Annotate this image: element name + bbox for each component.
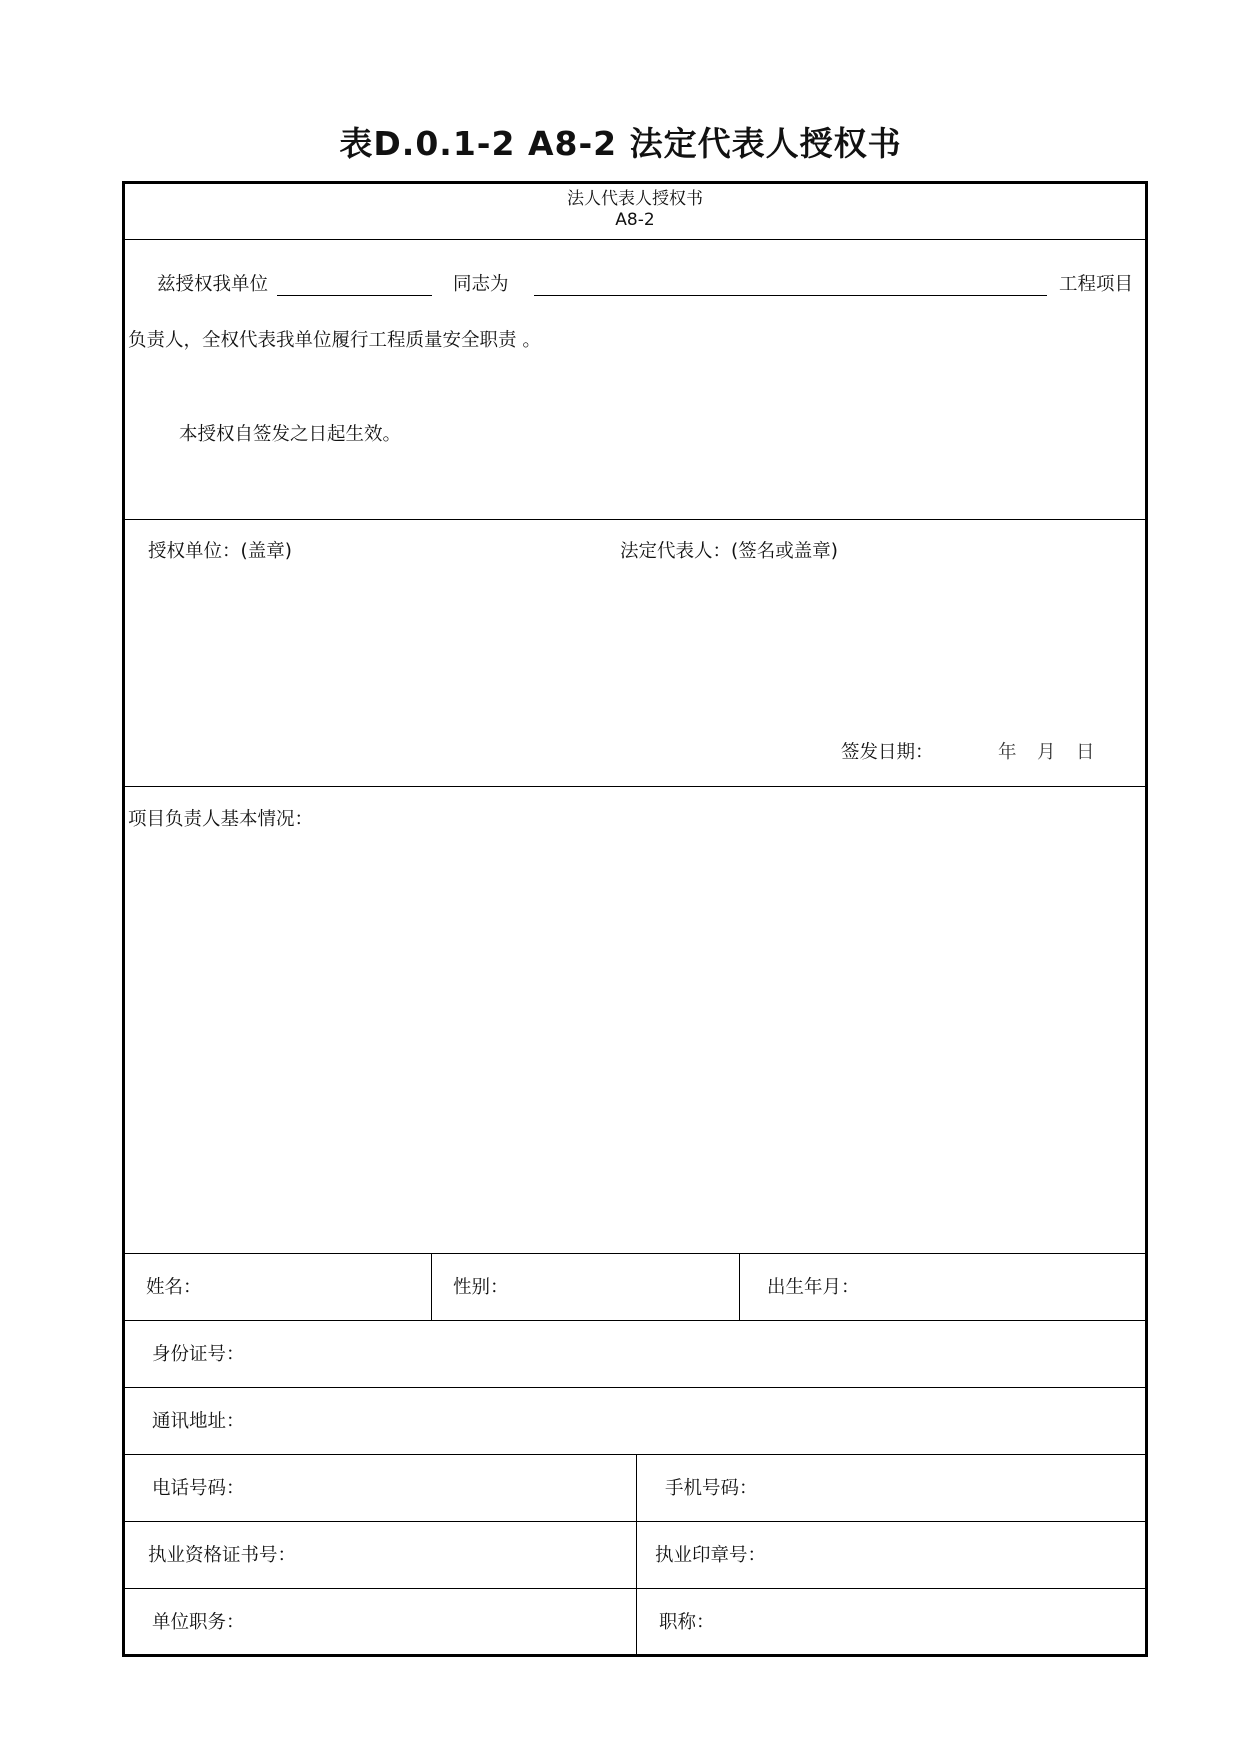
mobile-field[interactable]: 手机号码：: [665, 1478, 758, 1499]
document-title: 表D.0.1-2 A8-2 法定代表人授权书: [339, 124, 902, 163]
divider: [122, 239, 1148, 240]
date-day: 日: [1076, 742, 1095, 763]
birth-date-field[interactable]: 出生年月：: [767, 1277, 860, 1298]
form-header: [122, 189, 1148, 232]
authorization-form: [122, 181, 1148, 1657]
auth-suffix: 工程项目: [1059, 274, 1134, 295]
gender-field[interactable]: 性别：: [453, 1277, 509, 1298]
auth-prefix: 兹授权我单位: [157, 274, 269, 295]
divider: [122, 1253, 1148, 1254]
position-field[interactable]: 单位职务：: [152, 1612, 245, 1633]
address-field[interactable]: 通讯地址：: [152, 1411, 245, 1432]
divider: [122, 1454, 1148, 1455]
phone-field[interactable]: 电话号码：: [152, 1478, 245, 1499]
auth-responsibility: 负责人，全权代表我单位履行工程质量安全职责 。: [128, 330, 541, 351]
divider: [122, 786, 1148, 787]
form-header-title: 法人代表人授权书: [567, 189, 703, 209]
seal-number-field[interactable]: 执业印章号：: [655, 1545, 767, 1566]
authorizing-unit-label: 授权单位：(盖章): [148, 541, 292, 562]
auth-effective: 本授权自签发之日起生效。: [179, 424, 402, 445]
cell-divider: [739, 1253, 740, 1320]
auth-middle: 同志为: [453, 274, 509, 295]
person-blank[interactable]: [534, 295, 1047, 296]
cert-number-field[interactable]: 执业资格证书号：: [148, 1545, 297, 1566]
unit-blank[interactable]: [277, 295, 432, 296]
name-field[interactable]: 姓名：: [146, 1277, 202, 1298]
divider: [122, 1521, 1148, 1522]
divider: [122, 1320, 1148, 1321]
id-number-field[interactable]: 身份证号：: [152, 1344, 245, 1365]
manager-info-heading: 项目负责人基本情况：: [128, 809, 314, 830]
cell-divider: [636, 1454, 637, 1656]
divider: [122, 519, 1148, 520]
date-year: 年: [998, 742, 1017, 763]
divider: [122, 1588, 1148, 1589]
divider: [122, 1387, 1148, 1388]
title-field[interactable]: 职称：: [659, 1612, 715, 1633]
cell-divider: [431, 1253, 432, 1320]
legal-representative-label: 法定代表人：(签名或盖章): [620, 541, 838, 562]
issue-date-label: 签发日期：: [841, 742, 934, 763]
form-header-code: A8-2: [615, 210, 655, 231]
date-month: 月: [1037, 742, 1056, 763]
